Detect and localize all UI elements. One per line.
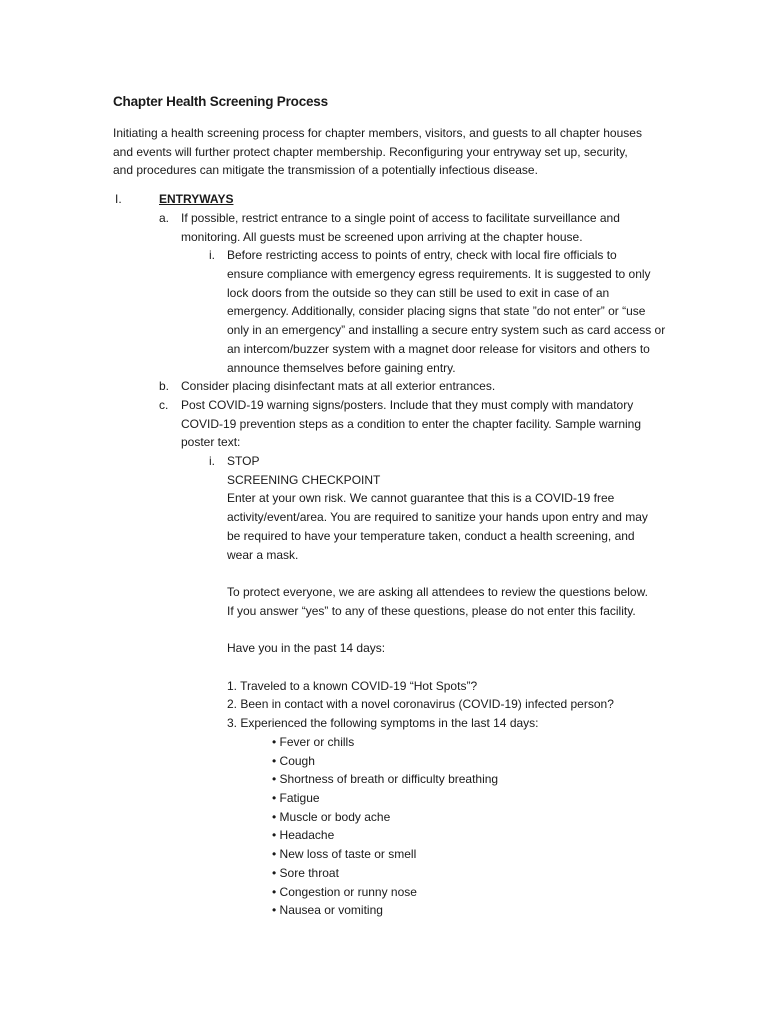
- screening-question: 2. Been in contact with a novel coronavirus (COVID-19) infected person?: [227, 697, 614, 711]
- list-marker-c-i: i.: [209, 454, 215, 468]
- poster-risk-line: be required to have your temperature taken, conduct a health screening, and: [227, 529, 635, 543]
- list-marker-a-i: i.: [209, 248, 215, 262]
- symptom-item: • Headache: [272, 828, 335, 842]
- symptom-item: • Sore throat: [272, 866, 339, 880]
- item-c-line: poster text:: [181, 435, 241, 449]
- symptom-item: • Fever or chills: [272, 735, 355, 749]
- symptom-item: • Cough: [272, 754, 315, 768]
- section-number: I.: [115, 192, 122, 206]
- item-c-line: COVID-19 prevention steps as a condition to enter the chapter facility. Sample warning: [181, 417, 642, 431]
- poster-past-days: Have you in the past 14 days:: [227, 641, 386, 655]
- list-marker-c: c.: [159, 398, 169, 412]
- poster-risk-line: activity/event/area. You are required to sanitize your hands upon entry and may: [227, 510, 648, 524]
- poster-checkpoint: SCREENING CHECKPOINT: [227, 473, 381, 487]
- item-a-line: monitoring. All guests must be screened upon arriving at the chapter house.: [181, 230, 583, 244]
- section-heading: ENTRYWAYS: [159, 192, 234, 206]
- item-b-text: Consider placing disinfectant mats at all exterior entrances.: [181, 379, 496, 393]
- intro-line: Initiating a health screening process for chapter members, visitors, and guests to all chapter houses: [113, 126, 642, 140]
- item-a-i-line: only in an emergency” and installing a secure entry system such as card access or: [227, 323, 666, 337]
- item-a-i-line: Before restricting access to points of entry, check with local fire officials to: [227, 248, 617, 262]
- page-title: Chapter Health Screening Process: [113, 94, 328, 109]
- item-a-i-line: lock doors from the outside so they can still be used to exit in case of an: [227, 286, 610, 300]
- intro-line: and events will further protect chapter membership. Reconfiguring your entryway set up, security,: [113, 145, 628, 159]
- list-marker-b: b.: [159, 379, 170, 393]
- symptom-item: • New loss of taste or smell: [272, 847, 417, 861]
- item-c-line: Post COVID-19 warning signs/posters. Include that they must comply with mandatory: [181, 398, 634, 412]
- item-a-i-line: ensure compliance with emergency egress requirements. It is suggested to only: [227, 267, 651, 281]
- symptom-item: • Fatigue: [272, 791, 320, 805]
- symptom-item: • Muscle or body ache: [272, 810, 391, 824]
- poster-protect-line: To protect everyone, we are asking all attendees to review the questions below.: [227, 585, 648, 599]
- poster-risk-line: Enter at your own risk. We cannot guarantee that this is a COVID-19 free: [227, 491, 615, 505]
- poster-risk-line: wear a mask.: [227, 548, 299, 562]
- symptom-item: • Congestion or runny nose: [272, 885, 417, 899]
- item-a-i-line: an intercom/buzzer system with a magnet door release for visitors and others to: [227, 342, 650, 356]
- screening-question: 3. Experienced the following symptoms in the last 14 days:: [227, 716, 539, 730]
- symptom-item: • Nausea or vomiting: [272, 903, 383, 917]
- item-a-i-line: announce themselves before gaining entry.: [227, 361, 456, 375]
- item-a-i-line: emergency. Additionally, consider placing signs that state ”do not enter” or “use: [227, 304, 646, 318]
- poster-protect-line: If you answer “yes” to any of these questions, please do not enter this facility.: [227, 604, 636, 618]
- list-marker-a: a.: [159, 211, 170, 225]
- intro-line: and procedures can mitigate the transmission of a potentially infectious disease.: [113, 163, 538, 177]
- poster-stop: STOP: [227, 454, 260, 468]
- screening-question: 1. Traveled to a known COVID-19 “Hot Spots”?: [227, 679, 478, 693]
- symptom-item: • Shortness of breath or difficulty breathing: [272, 772, 499, 786]
- item-a-line: If possible, restrict entrance to a single point of access to facilitate surveillance and: [181, 211, 620, 225]
